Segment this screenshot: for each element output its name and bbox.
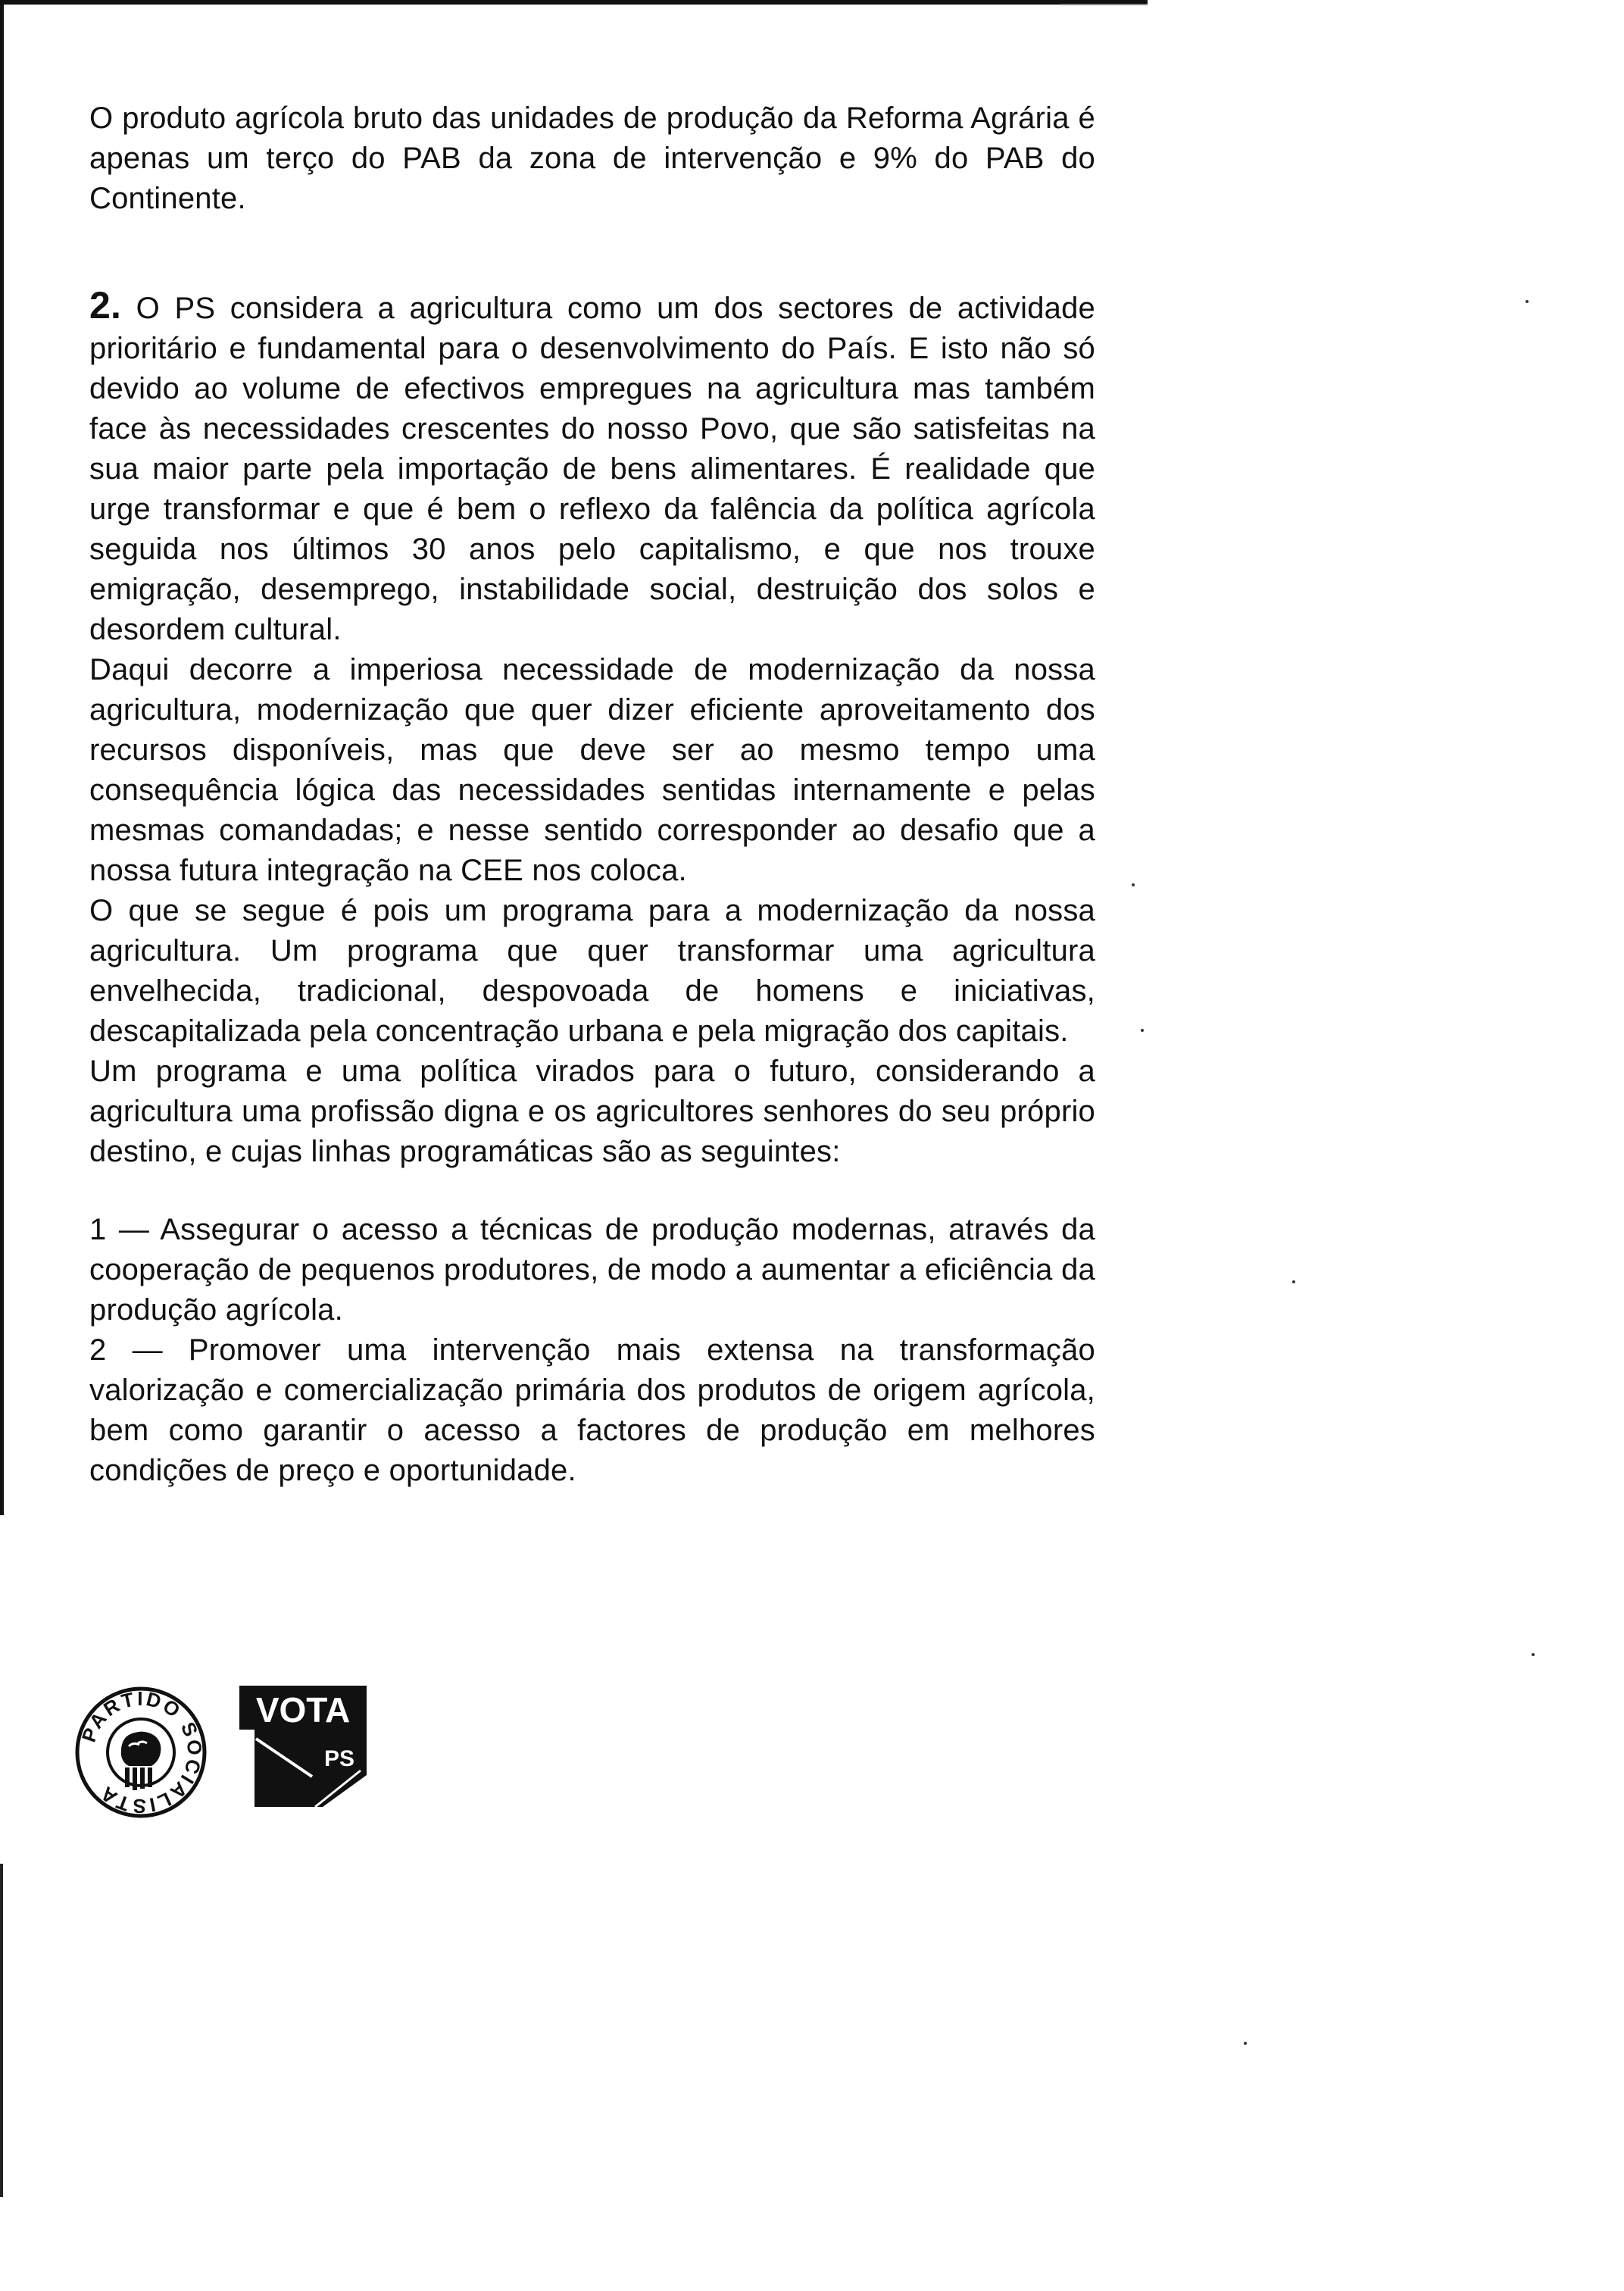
list-item-2: 2 — Promover uma intervenção mais extensa na transformação valorização e comercialização primária dos produtos de origem agrícola, bem como garantir o acesso a factores de produção em melhores condições de preço e oportunidade. — [89, 1333, 1095, 1487]
section-number: 2. — [89, 284, 122, 327]
scan-speck — [1532, 1653, 1535, 1656]
scan-speck — [1132, 883, 1135, 886]
scan-left-edge-lower — [0, 1864, 3, 2197]
vota-ps-logo — [239, 1686, 376, 1807]
section-2-text: O PS considera a agricultura como um dos sectores de actividade prioritário e fundamental para o desenvolvimento do País. E isto não só devido ao volume de efectivos empregues na agricultura mas também face às necessidades crescentes do nosso Povo, que são satisfeitas na sua maior parte pela importação de bens alimentares. É realidade que urge transformar e que é bem o reflexo da falência da política agrícola seguida nos últimos 30 anos pelo capitalismo, e que nos trouxe emigração, desemprego, instabilidade social, destruição dos solos e desordem cultural. — [89, 292, 1095, 646]
scan-speck — [1141, 1029, 1144, 1032]
intro-paragraph: O produto agrícola bruto das unidades de produção da Reforma Agrária é apenas um terço do PAB da zona de intervenção e 9% do PAB do Continente. — [89, 102, 1095, 215]
ps-text: PS — [323, 1746, 355, 1771]
scan-speck — [1292, 1280, 1295, 1283]
scan-speck — [1526, 300, 1529, 303]
program-paragraph: O que se segue é pois um programa para a modernização da nossa agricultura. Um programa que quer transformar uma agricultura envelhecida, tradicional, despovoada de homens e iniciativas, descapitalizada pela concentração urbana e pela migração dos capitais. — [89, 894, 1095, 1048]
modernization-paragraph: Daqui decorre a imperiosa necessidade de modernização da nossa agricultura, modernização que quer dizer eficiente aproveitamento dos recursos disponíveis, mas que deve ser ao mesmo tempo uma consequência lógica das necessidades sentidas internamente e pelas mesmas comandadas; e nesse sentido corresponder ao desafio que a nossa futura integração na CEE nos coloca. — [89, 653, 1095, 887]
vota-text: VOTA — [255, 1690, 351, 1730]
scan-left-edge — [0, 0, 4, 1515]
scan-top-rule-tail — [1060, 4, 1148, 5]
partido-socialista-logo — [74, 1686, 208, 1819]
list-item-1: 1 — Assegurar o acesso a técnicas de produção modernas, através da cooperação de pequenos produtores, de modo a aumentar a eficiência da produção agrícola. — [89, 1213, 1095, 1327]
document-body — [89, 98, 1095, 1491]
scan-top-rule — [0, 0, 1148, 5]
logos-row — [74, 1686, 392, 1818]
section-2-paragraph — [89, 286, 1095, 650]
scan-speck — [1244, 2042, 1247, 2045]
future-paragraph: Um programa e uma política virados para o futuro, considerando a agricultura uma profissão digna e os agricultores senhores do seu próprio destino, e cujas linhas programáticas são as seguintes: — [89, 1055, 1095, 1168]
ps-ring-text: PARTIDO SOCIALISTA — [77, 1686, 207, 1818]
